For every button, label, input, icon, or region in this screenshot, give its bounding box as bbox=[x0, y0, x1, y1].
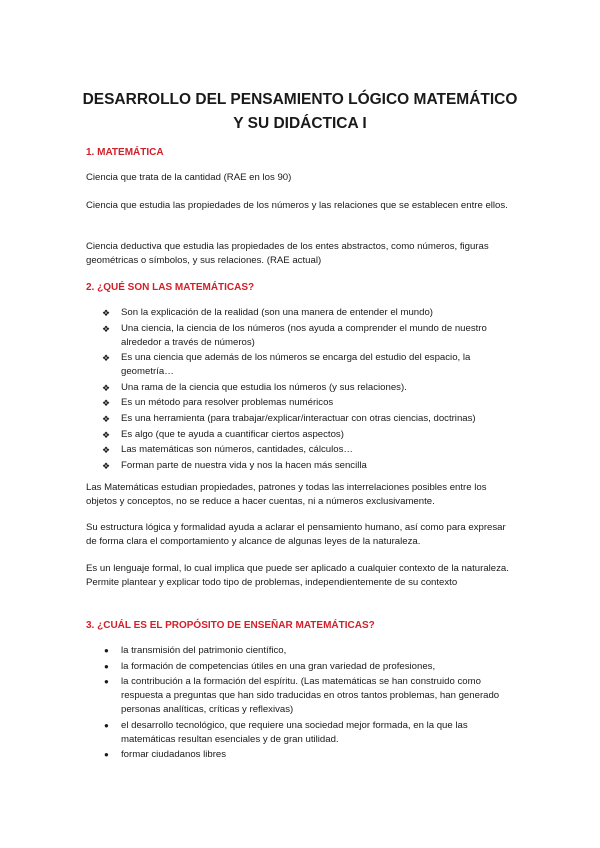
list-item: ❖ Forman parte de nuestra vida y nos la hacen más sencilla bbox=[102, 459, 367, 471]
dot-bullet-icon: ● bbox=[104, 646, 109, 655]
section-2-paragraph-1: Las Matemáticas estudian propiedades, patrones y todas las interrelaciones posibles entre los objetos y conceptos, no se reduce a hacer cuentas, ni a números exclusivamente. bbox=[86, 482, 487, 507]
section-2-paragraph-2: Su estructura lógica y formalidad ayuda a aclarar el pensamiento humano, así como para expresar de forma clara el comportamiento y alcance de algunas leyes de la naturaleza. bbox=[86, 522, 506, 547]
section-2-paragraph-3: Es un lenguaje formal, lo cual implica que puede ser aplicado a cualquier contexto de la naturaleza. Permite plantear y explicar todo tipo de problemas, independientemente de su contexto bbox=[86, 563, 509, 588]
list-item: ● el desarrollo tecnológico, que requiere una sociedad mejor formada, en la que las matemáticas resultan esenciales y de gran utilidad. bbox=[104, 719, 468, 745]
document-title bbox=[60, 88, 540, 136]
section-1-paragraph-3: Ciencia deductiva que estudia las propiedades de los entes abstractos, como números, figuras geométricas o símbolos, y sus relaciones. (RAE actual) bbox=[86, 241, 489, 266]
list-item: ❖ Las matemáticas son números, cantidades, cálculos… bbox=[102, 444, 353, 456]
section-3-bullet-list bbox=[102, 644, 514, 764]
dot-bullet-icon: ● bbox=[104, 661, 109, 671]
section-1-paragraph-2: Ciencia que estudia las propiedades de los números y las relaciones que se establecen entre ellos. bbox=[86, 200, 508, 211]
list-item: ❖ Es una herramienta (para trabajar/explicar/interactuar con otras ciencias, doctrinas) bbox=[102, 412, 476, 424]
section-3-heading: 3. ¿CUÁL ES EL PROPÓSITO DE ENSEÑAR MATEMÁTICAS? bbox=[86, 620, 375, 631]
section-2-bullet-list bbox=[102, 306, 514, 474]
list-item: ❖ Es una ciencia que además de los números se encarga del estudio del espacio, la geometría… bbox=[102, 352, 471, 378]
list-item: ❖ Es algo (que te ayuda a cuantificar ciertos aspectos) bbox=[102, 428, 344, 440]
diamond-bullet-icon: ❖ bbox=[102, 323, 111, 334]
diamond-bullet-icon: ❖ bbox=[102, 382, 111, 393]
list-item: ❖ Una ciencia, la ciencia de los números (nos ayuda a comprender el mundo de nuestro alrededor a través de números) bbox=[102, 322, 487, 348]
section-1-heading: 1. MATEMÁTICA bbox=[86, 147, 164, 158]
dot-bullet-icon: ● bbox=[104, 677, 109, 687]
list-item: ● la contribución a la formación del espíritu. (Las matemáticas se han construido como respuesta a preguntas que han sido traducidas en otros tantos problemas, han generado personas analíticas, críticas y reflexivas) bbox=[104, 676, 500, 716]
title-line-2: Y SU DIDÁCTICA I bbox=[233, 115, 367, 132]
section-1-paragraph-1: Ciencia que trata de la cantidad (RAE en los 90) bbox=[86, 172, 292, 183]
title-line-1: DESARROLLO DEL PENSAMIENTO LÓGICO MATEMÁTICO bbox=[82, 91, 518, 108]
list-item: ● la transmisión del patrimonio científico, bbox=[104, 645, 287, 656]
list-item: ❖ Es un método para resolver problemas numéricos bbox=[102, 397, 334, 409]
list-item: ❖ Una rama de la ciencia que estudia los números (y sus relaciones). bbox=[102, 381, 407, 393]
diamond-bullet-icon: ❖ bbox=[102, 398, 111, 409]
list-item: ● formar ciudadanos libres bbox=[104, 749, 227, 761]
list-item: ❖ Son la explicación de la realidad (son una manera de entender el mundo) bbox=[102, 307, 433, 318]
dot-bullet-icon: ● bbox=[104, 720, 109, 730]
diamond-bullet-icon: ❖ bbox=[102, 429, 111, 440]
diamond-bullet-icon: ❖ bbox=[102, 445, 111, 456]
diamond-bullet-icon: ❖ bbox=[102, 353, 111, 364]
section-2-heading: 2. ¿QUÉ SON LAS MATEMÁTICAS? bbox=[86, 282, 255, 293]
list-item: ● la formación de competencias útiles en una gran variedad de profesiones, bbox=[104, 660, 436, 672]
diamond-bullet-icon: ❖ bbox=[102, 413, 111, 424]
diamond-bullet-icon: ❖ bbox=[102, 308, 111, 318]
dot-bullet-icon: ● bbox=[104, 750, 109, 760]
diamond-bullet-icon: ❖ bbox=[102, 460, 111, 471]
